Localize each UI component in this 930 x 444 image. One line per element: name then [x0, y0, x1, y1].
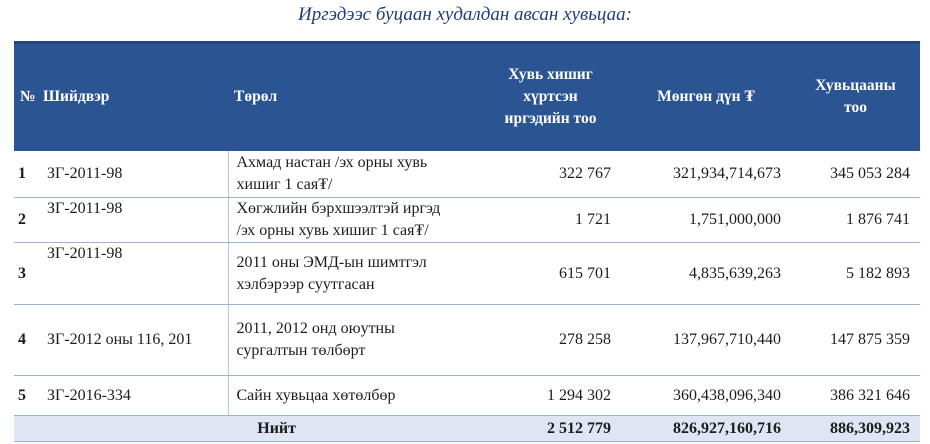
table-row	[14, 243, 920, 305]
total-label: Нийт	[14, 416, 480, 442]
header-type: Төрөл	[228, 43, 480, 151]
row-shares: 386 321 646	[791, 376, 920, 416]
row-decision: ЗГ-2011-98	[37, 198, 228, 243]
header-decision: Шийдвэр	[37, 43, 228, 151]
row-type: Ахмад настан /эх орны хувь хишиг 1 сая₮/	[228, 151, 480, 198]
table-row	[14, 305, 920, 376]
row-citizens: 1 294 302	[480, 376, 621, 416]
row-shares: 5 182 893	[791, 243, 920, 305]
row-decision: ЗГ-2011-98	[37, 243, 228, 305]
row-number: 5	[14, 376, 37, 416]
row-citizens: 615 701	[480, 243, 621, 305]
row-shares: 147 875 359	[791, 305, 920, 376]
total-row	[14, 416, 920, 442]
header-citizens-count: Хувь хишиг хүртсэн иргэдийн тоо	[480, 43, 621, 151]
table-row	[14, 376, 920, 416]
total-shares: 886,309,923	[791, 416, 920, 442]
row-amount: 137,967,710,440	[621, 305, 791, 376]
row-citizens: 278 258	[480, 305, 621, 376]
row-decision: ЗГ-2012 оны 116, 201	[37, 305, 228, 376]
row-amount: 4,835,639,263	[621, 243, 791, 305]
total-amount: 826,927,160,716	[621, 416, 791, 442]
row-decision: ЗГ-2016-334	[37, 376, 228, 416]
row-citizens: 322 767	[480, 151, 621, 198]
row-decision: ЗГ-2011-98	[37, 151, 228, 198]
row-number: 3	[14, 243, 37, 305]
row-amount: 321,934,714,673	[621, 151, 791, 198]
row-shares: 345 053 284	[791, 151, 920, 198]
row-type: Хөгжлийн бэрхшээлтэй иргэд /эх орны хувь хишиг 1 сая₮/	[228, 198, 480, 243]
row-number: 2	[14, 198, 37, 243]
row-number: 1	[14, 151, 37, 198]
row-amount: 1,751,000,000	[621, 198, 791, 243]
table-caption: Иргэдээс буцаан худалдан авсан хувьцаа:	[298, 4, 632, 25]
header-row	[14, 43, 920, 151]
row-type: Сайн хувьцаа хөтөлбөр	[228, 376, 480, 416]
row-number: 4	[14, 305, 37, 376]
table-row	[14, 151, 920, 198]
row-amount: 360,438,096,340	[621, 376, 791, 416]
header-amount: Мөнгөн дүн ₮	[621, 43, 791, 151]
row-type: 2011, 2012 онд оюутны сургалтын төлбөрт	[228, 305, 480, 376]
total-citizens: 2 512 779	[480, 416, 621, 442]
share-buyback-table	[14, 41, 920, 442]
table-row	[14, 198, 920, 243]
header-number: №	[14, 43, 37, 151]
row-shares: 1 876 741	[791, 198, 920, 243]
row-citizens: 1 721	[480, 198, 621, 243]
header-shares-count: Хувьцааны тоо	[791, 43, 920, 151]
row-type: 2011 оны ЭМД-ын шимтгэл хэлбэрээр суутгасан	[228, 243, 480, 305]
